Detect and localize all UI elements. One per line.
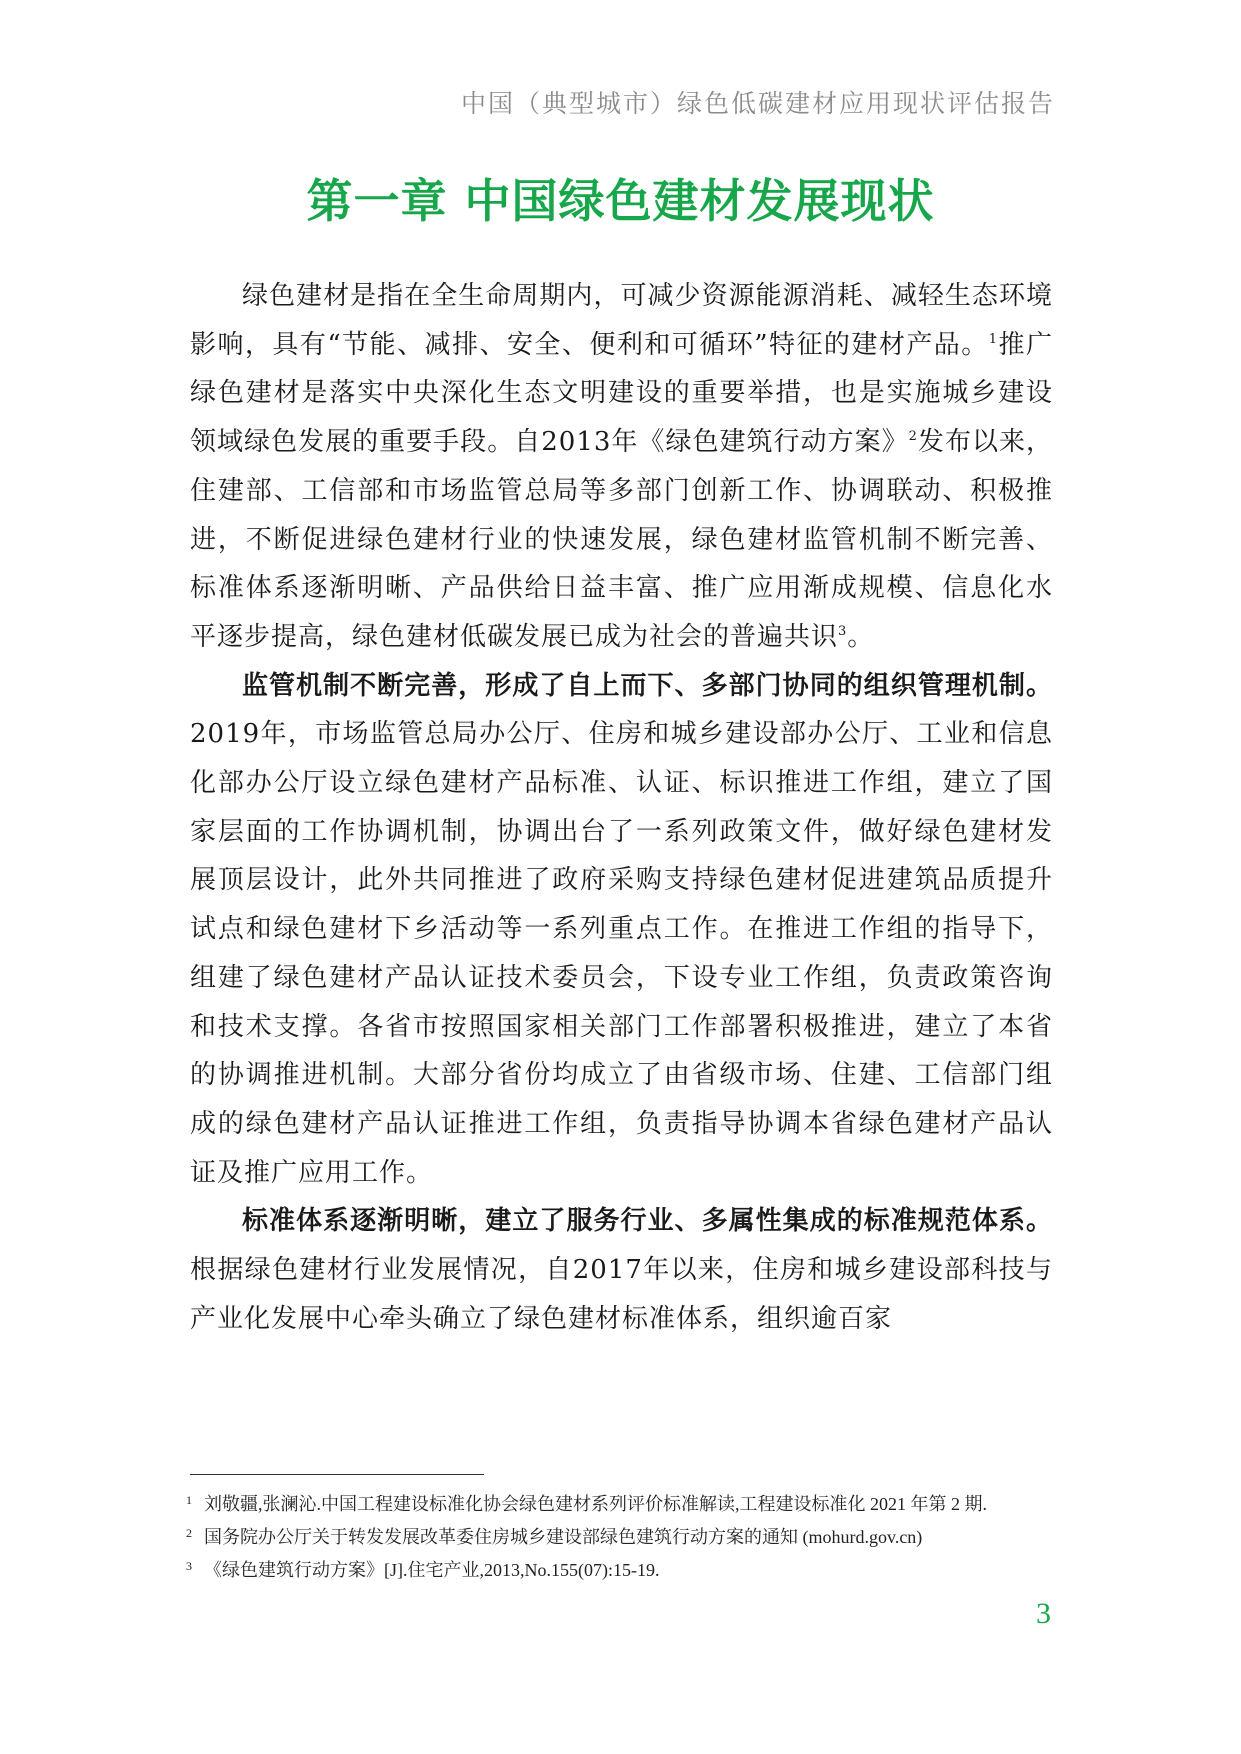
body-text xyxy=(190,272,1053,1343)
paragraph-intro-text-2: 推广绿色建材是落实中央深化生态文明建设的重要举措，也是实施城乡建设领域绿色发展的重要手段。自2013年《绿色建筑行动方案》 xyxy=(190,329,1053,458)
paragraph-intro xyxy=(190,272,1053,662)
footnote-text: 国务院办公厅关于转发发展改革委住房城乡建设部绿色建筑行动方案的通知 (mohurd.gov.cn) xyxy=(204,1527,923,1547)
paragraph-regulatory-mechanism xyxy=(190,662,1053,1198)
paragraph-intro-text-1: 绿色建材是指在全生命周期内，可减少资源能源消耗、减轻生态环境影响，具有“节能、减排、安全、便利和可循环”特征的建材产品。 xyxy=(190,281,1053,360)
running-header: 中国（典型城市）绿色低碳建材应用现状评估报告 xyxy=(460,89,1055,118)
footnote-divider xyxy=(190,1474,484,1475)
footnote-ref-3[interactable]: 3 xyxy=(838,623,848,639)
paragraph-lead-sentence: 监管机制不断完善，形成了自上而下、多部门协同的组织管理机制。 xyxy=(242,670,1053,701)
footnote-text: 刘敬疆,张澜沁.中国工程建设标准化协会绿色建材系列评价标准解读,工程建设标准化 2021 年第 2 期. xyxy=(204,1494,987,1514)
footnotes xyxy=(186,1486,1056,1585)
paragraph-intro-text-4: 。 xyxy=(847,621,875,652)
footnote-ref-1[interactable]: 1 xyxy=(988,331,999,347)
footnote-number: 1 xyxy=(186,1493,192,1507)
footnote-number: 3 xyxy=(186,1559,192,1573)
paragraph-intro-text-3: 发布以来，住建部、工信部和市场监管总局等多部门创新工作、协调联动、积极推进，不断促进绿色建材行业的快速发展，绿色建材监管机制不断完善、标准体系逐渐明晰、产品供给日益丰富、推广应用渐成规模、信息化水平逐步提高，绿色建材低碳发展已成为社会的普遍共识 xyxy=(190,427,1053,652)
page-number: 3 xyxy=(1036,1597,1051,1630)
footnote-item xyxy=(186,1519,1056,1552)
paragraph-body-text: 根据绿色建材行业发展情况，自2017年以来，住房和城乡建设部科技与产业化发展中心牵头确立了绿色建材标准体系，组织逾百家 xyxy=(190,1255,1053,1334)
footnote-ref-2[interactable]: 2 xyxy=(908,429,918,445)
footnote-number: 2 xyxy=(186,1526,192,1540)
paragraph-body-text: 2019年，市场监管总局办公厅、住房和城乡建设部办公厅、工业和信息化部办公厅设立绿色建材产品标准、认证、标识推进工作组，建立了国家层面的工作协调机制，协调出台了一系列政策文件，做好绿色建材发展顶层设计，此外共同推进了政府采购支持绿色建材促进建筑品质提升试点和绿色建材下乡活动等一系列重点工作。在推进工作组的指导下，组建了绿色建材产品认证技术委员会，下设专业工作组，负责政策咨询和技术支撑。各省市按照国家相关部门工作部署积极推进，建立了本省的协调推进机制。大部分省份均成立了由省级市场、住建、工信部门组成的绿色建材产品认证推进工作组，负责指导协调本省绿色建材产品认证及推广应用工作。 xyxy=(190,719,1053,1188)
paragraph-standard-system xyxy=(190,1197,1053,1343)
footnote-item xyxy=(186,1552,1056,1585)
footnote-item xyxy=(186,1486,1056,1519)
chapter-title: 第一章 中国绿色建材发展现状 xyxy=(306,174,935,228)
paragraph-lead-sentence: 标准体系逐渐明晰，建立了服务行业、多属性集成的标准规范体系。 xyxy=(242,1206,1053,1237)
footnote-text: 《绿色建筑行动方案》[J].住宅产业,2013,No.155(07):15-19. xyxy=(204,1560,660,1580)
